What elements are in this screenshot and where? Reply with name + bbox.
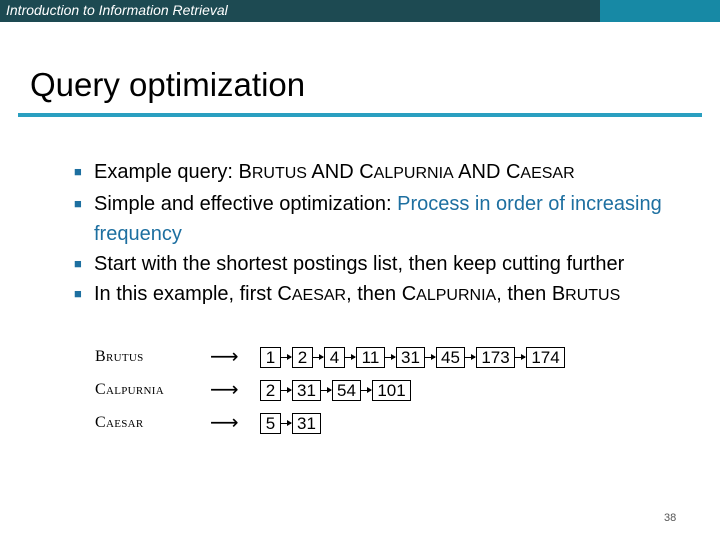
query-term: ALPURNIA [416, 287, 497, 304]
query-term: RUTUS [565, 287, 621, 304]
posting-doc-id: 11 [356, 347, 385, 368]
query-term: ALPURNIA [373, 165, 454, 182]
bullet-list [74, 157, 714, 311]
query-term: B [551, 283, 566, 305]
posting-doc-id: 101 [372, 380, 411, 401]
posting-link-arrow [321, 390, 331, 391]
posting-doc-id: 4 [324, 347, 345, 368]
query-term: C [359, 161, 374, 183]
bullet-text: Simple and effective optimization: [94, 193, 398, 215]
posting-doc-id: 45 [436, 347, 465, 368]
page-number: 38 [664, 512, 677, 524]
posting-link-arrow [345, 357, 355, 358]
posting-doc-id: 1 [260, 347, 281, 368]
posting-term: Caesar [95, 414, 144, 431]
posting-link-arrow [385, 357, 395, 358]
query-term: AESAR [520, 165, 575, 182]
posting-term: Brutus [95, 348, 144, 365]
bullet-example-order [74, 279, 714, 311]
header-accent [600, 0, 720, 22]
posting-doc-id: 5 [260, 413, 281, 434]
query-term: RUTUS [251, 165, 307, 182]
posting-link-arrow [465, 357, 475, 358]
query-operator: AND [306, 161, 360, 183]
posting-doc-id: 174 [526, 347, 565, 368]
bullet-text: , then [496, 283, 552, 305]
posting-link-arrow [425, 357, 435, 358]
query-term: C [401, 283, 417, 305]
bullet-optimization [74, 189, 714, 249]
posting-link-arrow [361, 390, 371, 391]
query-term: C [277, 283, 292, 305]
posting-link-arrow [515, 357, 525, 358]
posting-doc-id: 54 [332, 380, 361, 401]
arrow-right-icon: ⟶ [210, 377, 239, 401]
posting-doc-id: 2 [260, 380, 281, 401]
posting-doc-id: 31 [292, 380, 321, 401]
posting-term: Calpurnia [95, 381, 164, 398]
postings-lists-figure [90, 344, 650, 444]
arrow-right-icon: ⟶ [210, 344, 239, 368]
query-term: AESAR [291, 287, 347, 304]
query-term: B [238, 161, 252, 183]
highlight-text: Process in order of increasing frequency [94, 193, 662, 245]
bullet-text: Start with the shortest postings list, then keep cutting further [94, 253, 625, 275]
slide-title: Query optimization [30, 66, 306, 103]
posting-doc-id: 31 [396, 347, 425, 368]
course-title: Introduction to Information Retrieval [6, 2, 228, 18]
bullet-text: In this example, first [94, 283, 278, 305]
title-divider [18, 113, 702, 117]
square-bullet-icon: ■ [74, 286, 82, 301]
posting-link-arrow [281, 390, 291, 391]
square-bullet-icon: ■ [74, 196, 82, 211]
bullet-shortest-list [74, 249, 714, 279]
square-bullet-icon: ■ [74, 256, 82, 271]
bullet-text: , then [346, 283, 402, 305]
posting-doc-id: 173 [476, 347, 515, 368]
bullet-text: Example query: [94, 161, 239, 183]
arrow-right-icon: ⟶ [210, 410, 239, 434]
bullet-example-query [74, 157, 714, 189]
query-term: C [505, 161, 521, 183]
posting-link-arrow [313, 357, 323, 358]
posting-doc-id: 31 [292, 413, 321, 434]
square-bullet-icon: ■ [74, 164, 82, 179]
posting-doc-id: 2 [292, 347, 313, 368]
posting-link-arrow [281, 423, 291, 424]
query-operator: AND [453, 161, 506, 183]
posting-link-arrow [281, 357, 291, 358]
